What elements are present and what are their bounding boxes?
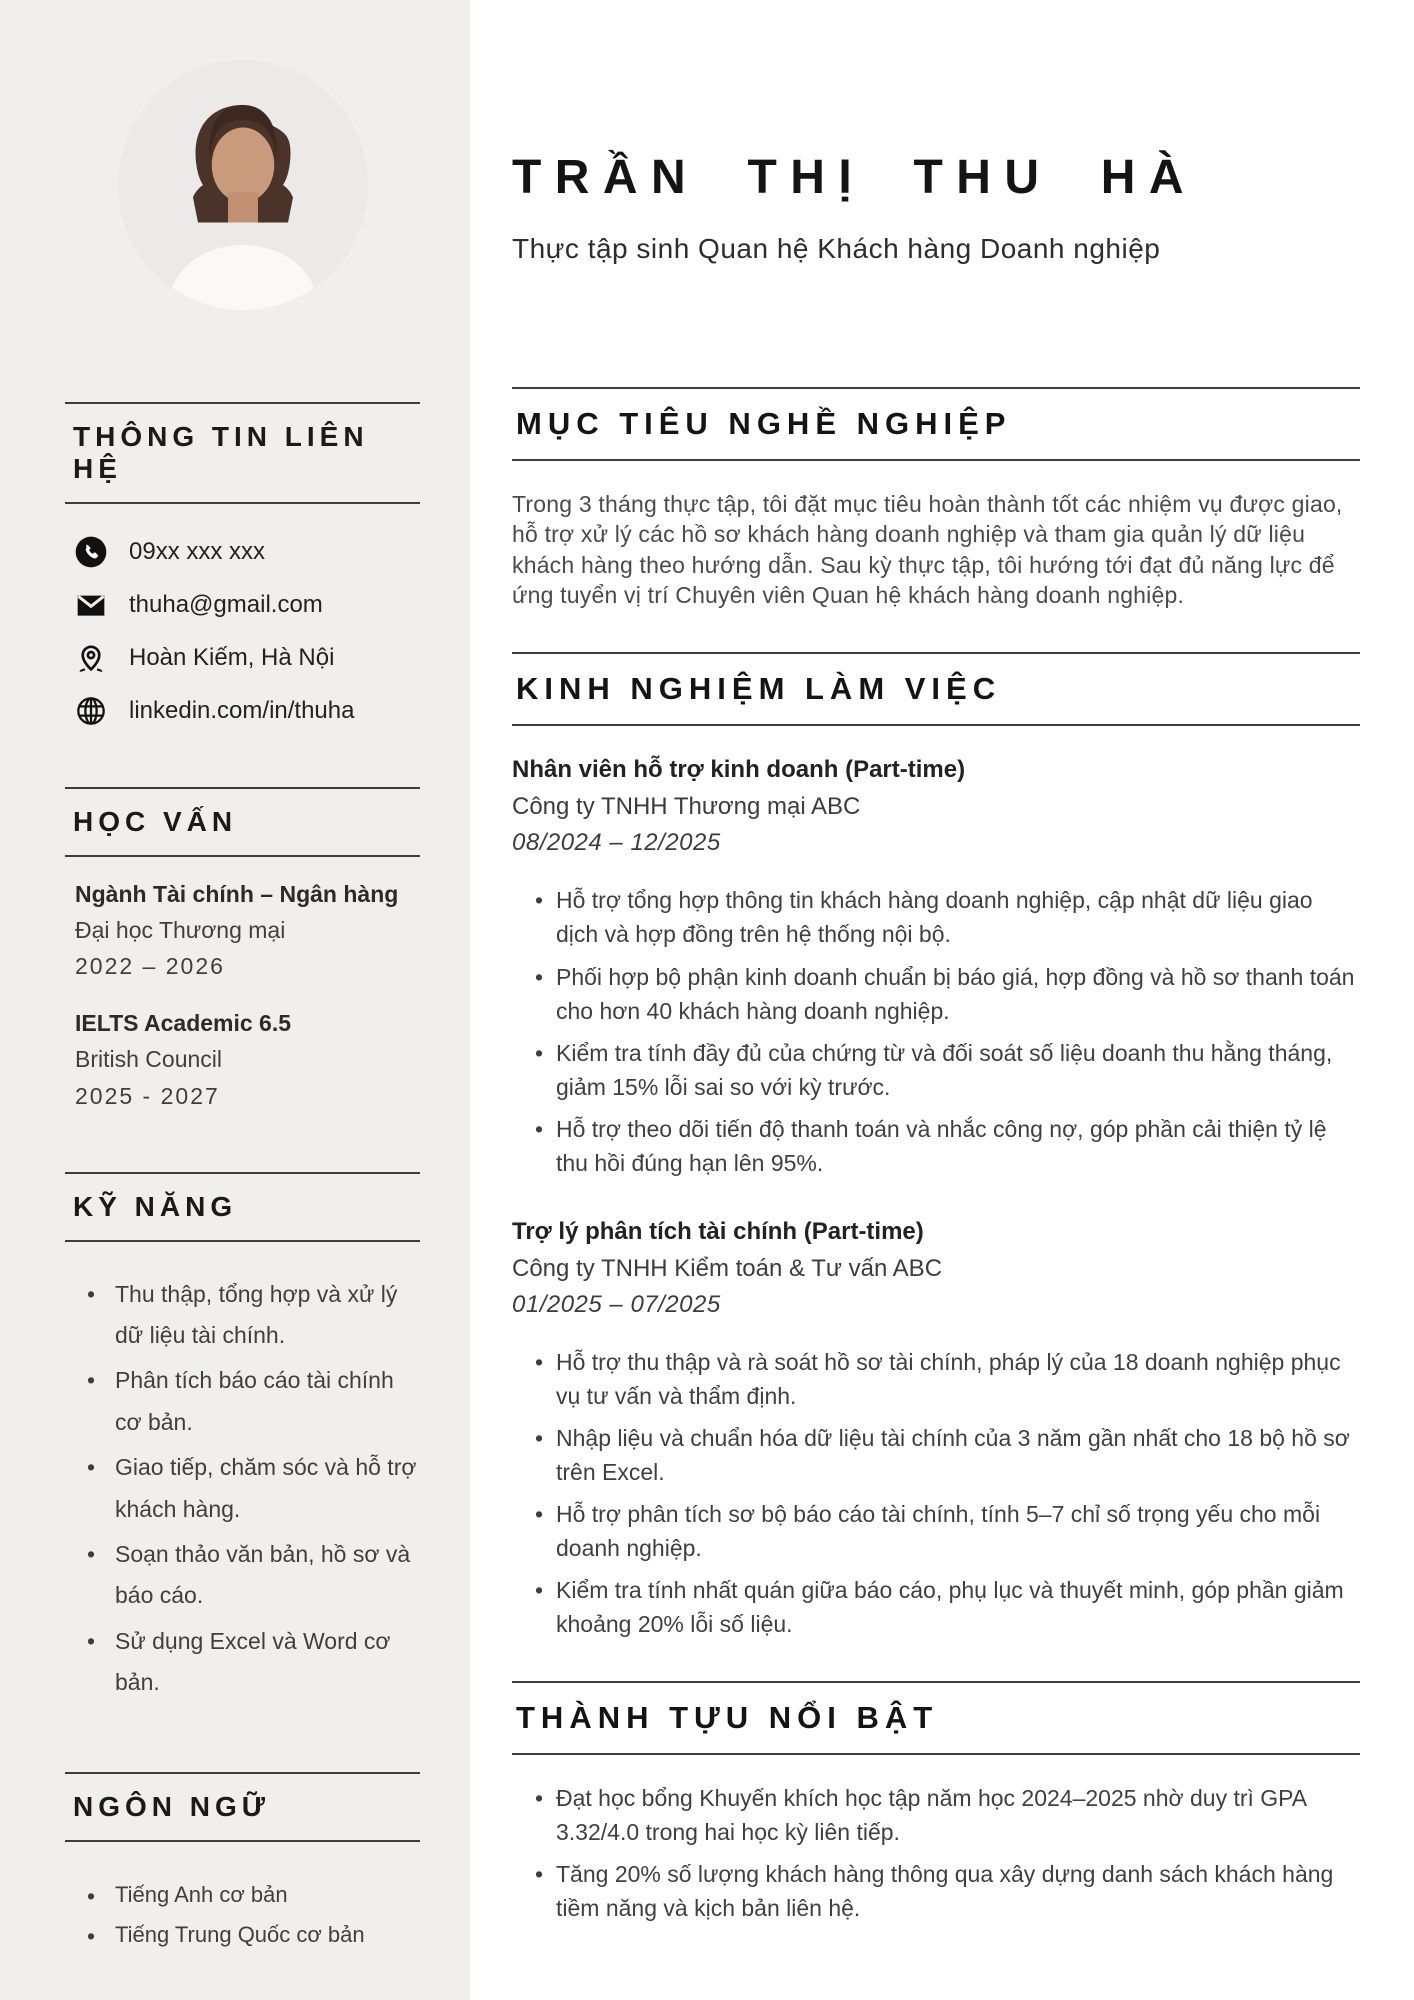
education-degree: IELTS Academic 6.5 [75,1010,292,1037]
job-company: Công ty TNHH Kiểm toán & Tư vấn ABC [512,1254,943,1282]
objective-text: Trong 3 tháng thực tập, tôi đặt mục tiêu hoàn thành tốt các nhiệm vụ được giao, hỗ trợ xử lý các hồ sơ khách hàng doanh nghiệp và tham gia quản lý dữ liệu khách hàng theo hướng dẫn. Sau kỳ thực tập, tôi hướng tới đạt đủ năng lực để ứng tuyển vị trí Chuyên viên Quan hệ khách hàng doanh nghiệp. [512,491,1343,609]
contact-website-text: linkedin.com/in/thuha [129,697,355,724]
job-bullet: • Kiểm tra tính nhất quán giữa báo cáo, phụ lục và thuyết minh, góp phần giảm khoảng 20% lỗi số liệu. [512,1573,1360,1641]
job-entry [512,1218,1360,1641]
education-years: 2022 – 2026 [75,953,225,980]
experience-section [512,652,1360,1641]
job-company: Công ty TNHH Thương mại ABC [512,793,861,821]
phone-icon [75,536,107,568]
education-degree: Ngành Tài chính – Ngân hàng [75,881,399,907]
job-title: Trợ lý phân tích tài chính (Part-time) [512,1217,924,1245]
skill-item: • Sử dụng Excel và Word cơ bản. [65,1621,420,1704]
skills-section [65,1172,420,1704]
education-school: Đại học Thương mại [75,917,286,943]
contact-location-text: Hoàn Kiếm, Hà Nội [129,644,335,671]
contact-heading: THÔNG TIN LIÊN HỆ [65,402,420,504]
job-bullet: • Hỗ trợ theo dõi tiến độ thanh toán và nhắc công nợ, góp phần cải thiện tỷ lệ thu hồi đúng hạn lên 95%. [512,1112,1360,1180]
languages-list [65,1876,420,1955]
skill-item: • Soạn thảo văn bản, hồ sơ và báo cáo. [65,1534,420,1617]
job-bullet: • Hỗ trợ thu thập và rà soát hồ sơ tài chính, pháp lý của 18 doanh nghiệp phục vụ tư vấn và thẩm định. [512,1345,1360,1413]
education-entry [65,1010,420,1109]
globe-icon [75,695,107,727]
skill-item: • Phân tích báo cáo tài chính cơ bản. [65,1360,420,1443]
location-icon [75,642,107,674]
person-name: TRẦN THỊ THU HÀ [512,151,1198,204]
contact-item-phone [75,536,420,568]
experience-heading: KINH NGHIỆM LÀM VIỆC [512,652,1360,726]
job-bullet: • Kiểm tra tính đầy đủ của chứng từ và đối soát số liệu doanh thu hằng tháng, giảm 15% lỗi sai so với kỳ trước. [512,1036,1360,1104]
objective-heading: MỤC TIÊU NGHỀ NGHIỆP [512,387,1360,461]
skill-item: • Thu thập, tổng hợp và xử lý dữ liệu tài chính. [65,1274,420,1357]
job-dates: 01/2025 – 07/2025 [512,1290,721,1318]
skill-item: • Giao tiếp, chăm sóc và hỗ trợ khách hàng. [65,1447,420,1530]
sidebar [0,0,470,2000]
person-job-title: Thực tập sinh Quan hệ Khách hàng Doanh nghiệp [512,233,1161,264]
email-icon [75,589,107,621]
job-bullet-list [512,883,1360,1179]
person-portrait-placeholder [118,60,368,310]
achievement-bullet: • Đạt học bổng Khuyến khích học tập năm học 2024–2025 nhờ duy trì GPA 3.32/4.0 trong hai học kỳ liên tiếp. [512,1781,1360,1849]
contact-item-email [75,589,420,621]
profile-photo-image [118,60,368,310]
contact-item-website [75,695,420,727]
education-years: 2025 - 2027 [75,1082,220,1109]
job-bullet-list [512,1345,1360,1641]
language-item: • Tiếng Anh cơ bản [65,1876,420,1915]
objective-section [512,387,1360,610]
achievement-bullet: • Tăng 20% số lượng khách hàng thông qua xây dựng danh sách khách hàng tiềm năng và kịch bản liên hệ. [512,1857,1360,1925]
education-entry [65,881,420,980]
contact-section [65,402,420,727]
skills-heading: KỸ NĂNG [65,1172,420,1242]
languages-section [65,1772,420,1955]
job-dates: 08/2024 – 12/2025 [512,829,721,857]
language-item: • Tiếng Trung Quốc cơ bản [65,1916,420,1955]
achievements-section [512,1681,1360,1925]
contact-phone-text: 09xx xxx xxx [129,538,266,565]
job-bullet: • Nhập liệu và chuẩn hóa dữ liệu tài chính của 3 năm gần nhất cho 18 bộ hồ sơ trên Excel. [512,1421,1360,1489]
education-section [65,787,420,1110]
job-entry [512,756,1360,1179]
job-bullet: • Hỗ trợ phân tích sơ bộ báo cáo tài chính, tính 5–7 chỉ số trọng yếu cho mỗi doanh nghiệp. [512,1497,1360,1565]
job-bullet: • Hỗ trợ tổng hợp thông tin khách hàng doanh nghiệp, cập nhật dữ liệu giao dịch và hợp đồng trên hệ thống nội bộ. [512,883,1360,951]
main-column [470,0,1414,2000]
contact-email-text: thuha@gmail.com [129,591,323,618]
contact-list [65,536,420,727]
languages-heading: NGÔN NGỮ [65,1772,420,1842]
job-title: Nhân viên hỗ trợ kinh doanh (Part-time) [512,756,966,784]
contact-item-location [75,642,420,674]
skills-list [65,1274,420,1704]
profile-photo [118,60,368,310]
job-bullet: • Phối hợp bộ phận kinh doanh chuẩn bị báo giá, hợp đồng và hồ sơ thanh toán cho hơn 40 khách hàng doanh nghiệp. [512,960,1360,1028]
achievements-heading: THÀNH TỰU NỔI BẬT [512,1681,1360,1755]
education-heading: HỌC VẤN [65,787,420,857]
achievements-list [512,1781,1360,1925]
education-school: British Council [75,1046,222,1073]
